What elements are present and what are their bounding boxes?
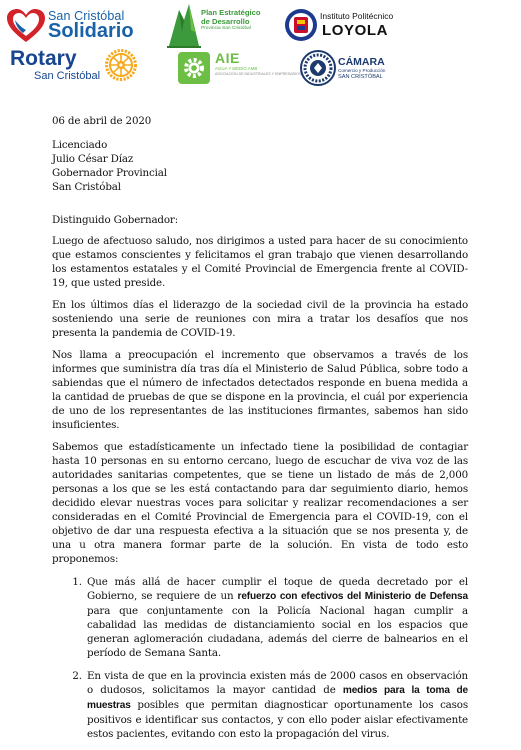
rotary-place: San Cristóbal [34, 70, 101, 82]
recipient-place: San Cristóbal [52, 181, 121, 193]
proposal-text: En vista de que en la provincia existen más de 2000 casos en observación o dudosos, solicitamos la mayor cantidad de [87, 670, 468, 696]
camara-line2: SAN CRISTÓBAL [338, 74, 383, 80]
loyola-line2: LOYOLA [322, 22, 389, 39]
camara-line1: Comercio y Producción [338, 68, 386, 73]
letter-date: 06 de abril de 2020 [52, 115, 152, 127]
plan-estrategico-line1: Plan Estratégico [201, 8, 261, 17]
plan-estrategico-line2: de Desarrollo [201, 17, 250, 26]
san-cristobal-solidario-logo [4, 6, 154, 50]
letter-body [52, 114, 468, 750]
proposal-text: Que más allá de hacer cumplir el toque de queda decretado por el Gobierno, se requiere de un [87, 576, 468, 602]
plan-estrategico-title [201, 8, 261, 26]
solidario-line2: Solidario [48, 20, 134, 42]
aie-line1: AGUA Y MEDIO AMB [215, 66, 258, 71]
plan-estrategico-place: Provincia San Cristóbal [201, 26, 251, 31]
paragraph: Luego de afectuoso saludo, nos dirigimos a usted para hacer de su conocimiento que estamos conscientes y felicitamos el gran trabajo que vienen desarrollando los estamentos estatales y el Comité Provincial de Emergencia frente al COVID-19, que usted preside. [52, 235, 468, 289]
proposal-text: para que conjuntamente con la Policía Nacional hagan cumplir a cabalidad las medidas de distanciamiento social en los espacios que generan aglomeración ciudadana, además del cierre de balnearios en el período de Semana Santa. [87, 605, 468, 659]
salutation: Distinguido Gobernador: [52, 214, 179, 226]
rotary-wordmark: Rotary [10, 47, 77, 70]
plan-estrategico-logo [165, 2, 270, 48]
camara-seal-icon [300, 50, 336, 86]
proposal-item [85, 575, 468, 660]
camara-wordmark: CÁMARA [338, 56, 385, 68]
loyola-line1: Instituto Politécnico [320, 11, 394, 21]
proposal-item [85, 669, 468, 741]
solidario-line1: San Cristóbal [48, 9, 125, 23]
recipient-title: Licenciado [52, 139, 108, 151]
proposals-list [52, 575, 468, 741]
loyola-logo [284, 8, 414, 50]
recipient-name: Julio César Díaz [52, 153, 134, 165]
camara-logo [300, 50, 410, 88]
rotary-wheel-icon [105, 49, 137, 81]
rotary-logo [4, 47, 139, 87]
paragraph: En los últimos días el liderazgo de la sociedad civil de la provincia ha estado sosteniendo una serie de reuniones con mira a tratar los desafíos que nos presenta la pandemia de COVID-19. [52, 299, 468, 339]
proposal-highlight: refuerzo con efectivos del Ministerio de Defensa [237, 591, 468, 602]
recipient-block [52, 138, 468, 194]
proposal-highlight: medios para la toma de muestras [87, 685, 469, 711]
paragraph: Nos llama a preocupación el incremento que observamos a través de los informes que suministra día tras día el Ministerio de Salud Pública, sobre todo a sabiendas que el número de infectados detectados responde en buena medida a la cantidad de pruebas de que se dispone en la provincia, el cuál por experiencia de uno de los representantes de las instituciones firmantes, sabemos han sido insuficientes. [52, 349, 468, 431]
paragraph: Sabemos que estadísticamente un infectado tiene la posibilidad de contagiar hasta 10 personas en su entorno cercano, luego de escuchar de viva voz de las autoridades sanitarias competentes, que se tiene un listado de más de 2,000 personas a los que se les está contactando para dar seguimiento diario, hemos decidido elevar nuestras voces para solicitar y realizar recomendaciones a ser consideradas en el Comité Provincial de Emergencia para el COVID-19, con el objetivo de dar una respuesta efectiva a la situación que se nos presenta y, de una u otra manera formar parte de la solución. En vista de todo esto proponemos: [52, 441, 468, 565]
aie-wordmark: AIE [215, 50, 240, 66]
aie-line2: ASOCIACIÓN DE INDUSTRIALES Y EMPRESARIOS [215, 72, 302, 76]
aie-logo [176, 50, 302, 86]
loyola-seal-icon [284, 8, 318, 42]
recipient-position: Gobernador Provincial [52, 167, 167, 179]
mountain-icon [167, 2, 201, 48]
heart-hands-icon [6, 8, 46, 44]
proposal-text: posibles que permitan diagnosticar oportunamente los casos positivos e identificar sus contactos, y con ello poder aislar efectivamente estos pacientes, evitando con esto la propagación del virus. [87, 699, 468, 740]
gear-icon [178, 52, 210, 84]
